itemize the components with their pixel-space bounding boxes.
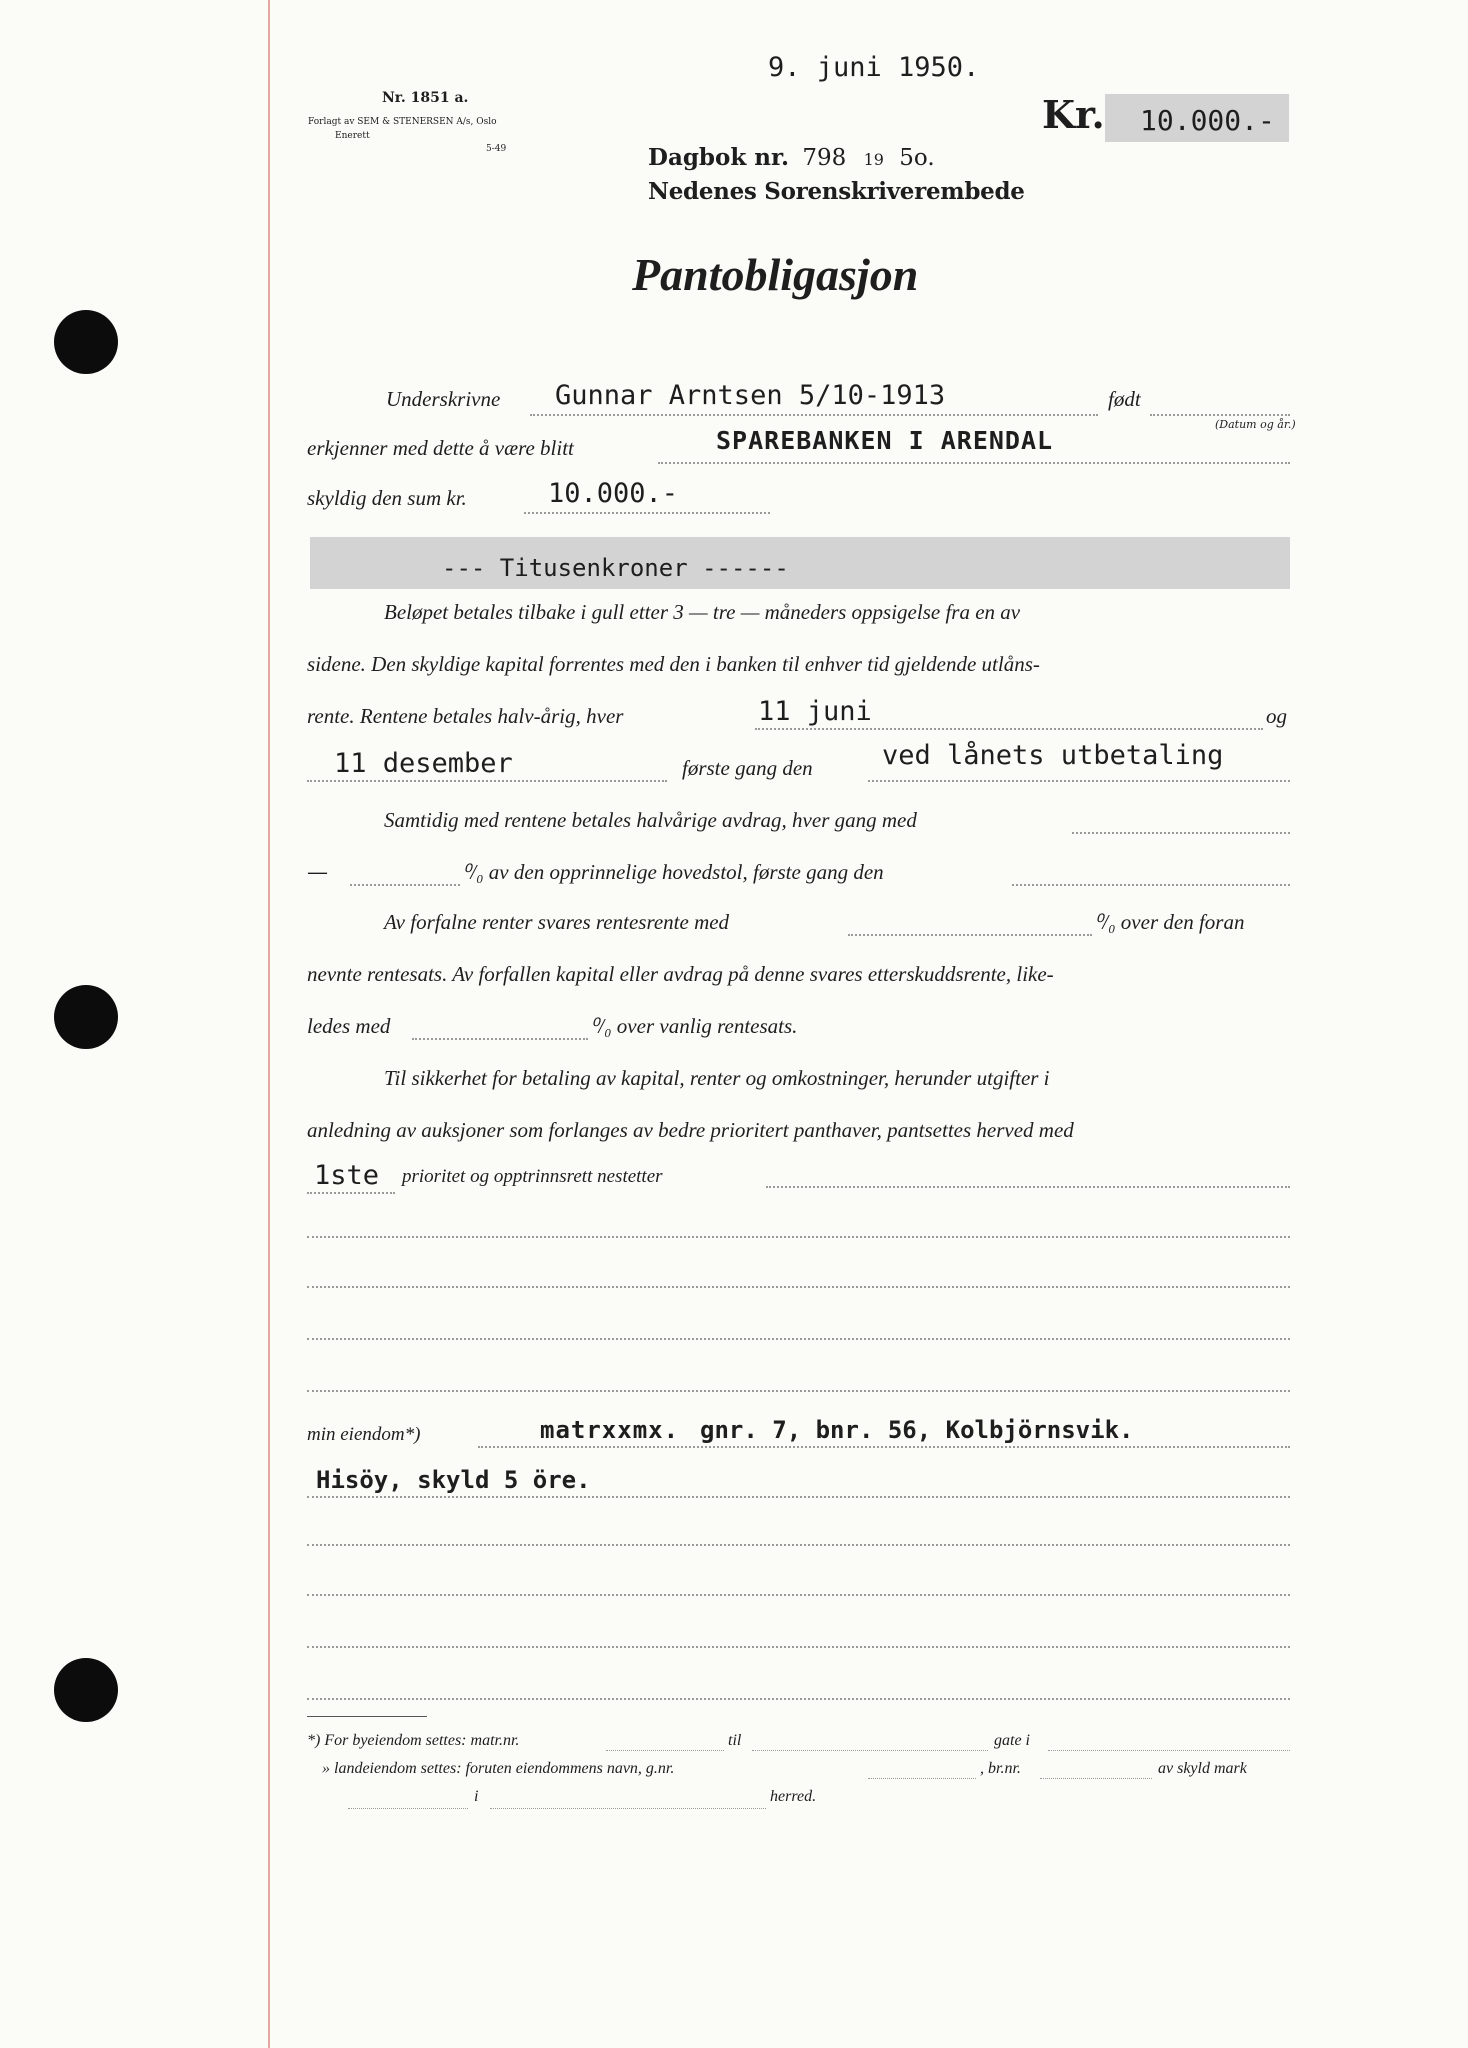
para3-line1-post: ⁰/₀ over den foran (1094, 910, 1245, 934)
property-label: min eiendom*) (307, 1424, 421, 1445)
dagbok-number: 798 (802, 145, 847, 171)
para3-line3-post: ⁰/₀ over vanlig rentesats. (590, 1014, 798, 1038)
footnote-line1-a: *) For byeiendom settes: matr.nr. (307, 1732, 520, 1749)
dagbok-stamp (648, 144, 935, 171)
punch-hole (54, 1658, 118, 1722)
para3-line2: nevnte rentesats. Av forfallen kapital eller avdrag på denne svares etterskuddsrente, like- (307, 962, 1054, 986)
footnote-line2-a: » landeiendom settes: foruten eiendommens navn, g.nr. (322, 1760, 675, 1777)
installment-line (1072, 832, 1290, 834)
undersigned-line (530, 414, 1098, 416)
blank-line (307, 1594, 1290, 1596)
publisher-enerett: Enerett (335, 131, 370, 141)
first-installment-line (1012, 884, 1290, 886)
blank-line (307, 1544, 1290, 1546)
para2-line1: Samtidig med rentene betales halvårige avdrag, hver gang med (384, 808, 917, 832)
para4-line3: prioritet og opptrinnsrett nestetter (402, 1166, 663, 1187)
para3-line1: Av forfalne renter svares rentesrente med (384, 910, 730, 934)
page-title: Pantobligasjon (632, 249, 919, 300)
property-line-1 (478, 1446, 1290, 1448)
property-line1: gnr. 7, bnr. 56, Kolbjörnsvik. (700, 1416, 1134, 1444)
para4-line2: anledning av auksjoner som forlanges av bedre prioritert panthaver, pantsettes herved med (307, 1118, 1074, 1142)
para1-line2: sidene. Den skyldige kapital forrentes med den i banken til enhver tid gjeldende utlåns- (307, 652, 1040, 676)
footnote-dots (868, 1778, 976, 1779)
creditor-label: erkjenner med dette å være blitt (307, 436, 574, 460)
publisher-line: Forlagt av SEM & STENERSEN A/s, Oslo (308, 117, 497, 127)
dagbok-label: Dagbok nr. (648, 144, 790, 171)
interest-date-2: 11 desember (334, 748, 513, 779)
form-number: Nr. 1851 a. (382, 90, 469, 106)
born-label: født (1108, 387, 1141, 411)
blank-line (307, 1646, 1290, 1648)
property-struck: matrxxmx. (540, 1416, 680, 1444)
para1-line1: Beløpet betales tilbake i gull etter 3 — tre — måneders oppsigelse fra en av (384, 600, 1021, 624)
interest-date-1: 11 juni (758, 696, 872, 727)
blank-line (307, 1698, 1290, 1700)
sum-words: --- Titusenkroner ------ (442, 554, 789, 582)
sum-value: 10.000.- (548, 478, 679, 509)
office-stamp: Nedenes Sorenskriverembede (648, 178, 1025, 205)
footnote-line3-b: herred. (770, 1788, 817, 1805)
footnote-dots (1040, 1778, 1152, 1779)
para2-dash: — (307, 860, 328, 884)
blank-line (307, 1286, 1290, 1288)
amount-label: Kr. (1042, 92, 1105, 137)
property-line2: Hisöy, skyld 5 öre. (316, 1466, 591, 1494)
para1-line3: rente. Rentene betales halv-årig, hver (307, 704, 624, 728)
nestetter-line (766, 1186, 1290, 1188)
footnote-line1-b: til (728, 1732, 742, 1749)
document-date: 9. juni 1950. (768, 52, 980, 83)
margin-rule (268, 0, 270, 2048)
form-edition: 5-49 (486, 144, 507, 154)
dagbok-year-prefix: 19 (863, 150, 884, 169)
footnote-dots (606, 1750, 724, 1751)
first-time-line (868, 780, 1290, 782)
percent-line (350, 884, 460, 886)
compound-rate-line (848, 934, 1092, 936)
blank-line (307, 1236, 1290, 1238)
footnote-line2-c: av skyld mark (1158, 1760, 1247, 1777)
born-line (1150, 414, 1290, 416)
footnote-line2-b: , br.nr. (980, 1760, 1021, 1777)
sum-label: skyldig den sum kr. (307, 486, 467, 510)
priority-line (307, 1192, 395, 1194)
dagbok-year-suffix: 5o. (899, 145, 935, 171)
creditor-line (658, 462, 1290, 464)
interest-date-2-line (307, 780, 667, 782)
first-time-value: ved lånets utbetaling (882, 740, 1224, 771)
footnote-dots (1048, 1750, 1290, 1751)
punch-hole (54, 310, 118, 374)
property-line-2 (307, 1496, 1290, 1498)
footnote-dots (348, 1808, 468, 1809)
amount-value: 10.000.- (1140, 104, 1275, 137)
footnote-dots (752, 1750, 988, 1751)
blank-line (307, 1390, 1290, 1392)
footnote-dots (490, 1808, 766, 1809)
sum-line (524, 512, 770, 514)
para1-og: og (1266, 704, 1287, 728)
interest-date-1-line (755, 728, 1263, 730)
undersigned-label: Underskrivne (386, 387, 501, 411)
priority-value: 1ste (314, 1160, 380, 1191)
para4-line1: Til sikkerhet for betaling av kapital, renter og omkostninger, herunder utgifter i (384, 1066, 1050, 1090)
para2-line2: ⁰/₀ av den opprinnelige hovedstol, første gang den (462, 860, 884, 884)
para3-line3: ledes med (307, 1014, 391, 1038)
born-note: (Datum og år.) (1215, 418, 1296, 431)
creditor-value: SPAREBANKEN I ARENDAL (716, 426, 1054, 455)
footnote-rule (307, 1716, 427, 1717)
footnote-line3-a: i (474, 1788, 479, 1805)
blank-line (307, 1338, 1290, 1340)
punch-hole (54, 985, 118, 1049)
footnote-line1-c: gate i (994, 1732, 1030, 1749)
first-time-label: første gang den (682, 756, 813, 780)
late-rate-line (412, 1038, 588, 1040)
undersigned-value: Gunnar Arntsen 5/10-1913 (555, 380, 946, 411)
